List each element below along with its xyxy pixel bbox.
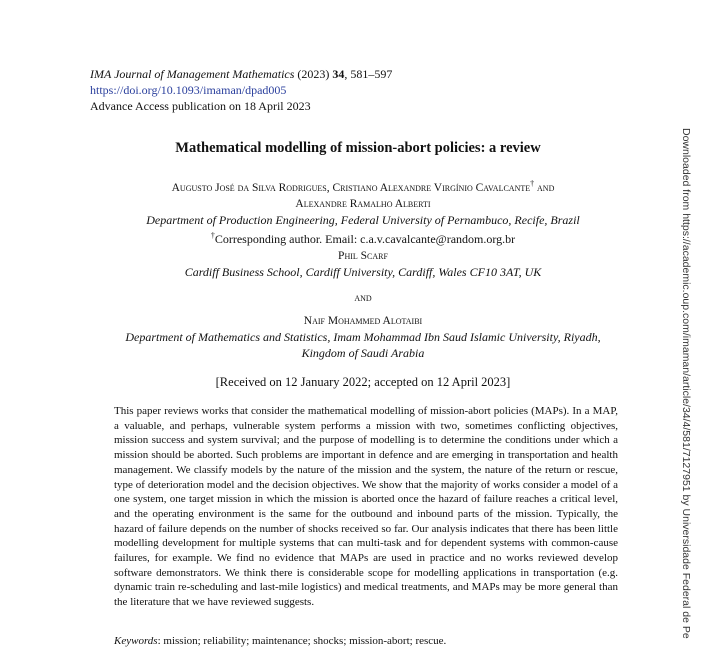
and-word: and bbox=[534, 182, 555, 194]
affiliation-3-line-2: Kingdom of Saudi Arabia bbox=[301, 346, 425, 360]
author-alotaibi: Naif Mohammed Alotaibi bbox=[303, 315, 423, 327]
doi-link[interactable]: https://doi.org/10.1093/imaman/dpad005 bbox=[90, 83, 287, 97]
paper-title: Mathematical modelling of mission-abort policies: a review bbox=[175, 140, 541, 156]
journal-volume: 34 bbox=[332, 67, 345, 81]
keywords bbox=[114, 634, 446, 648]
corresponding-text: Corresponding author. Email: c.a.v.cavalcante@random.org.br bbox=[214, 232, 516, 246]
received-dates: [Received on 12 January 2022; accepted on 12 April 2023] bbox=[215, 375, 511, 389]
journal-name: IMA Journal of Management Mathematics bbox=[90, 67, 295, 81]
abstract-text: This paper reviews works that consider the mathematical modelling of mission-abort policies (MAPs). In a MAP, a valuable, and perhaps, vulnerable system performs a mission with two, sometimes conflicting objectives, mission success and system survival; and the purpose of modelling is to determine the conditions under which a mission should be aborted. Such problems are important in defence and are emerging in transportation and health management. We classify models by the nature of the mission and the system, the nature of the return or rescue, type of deterioration model and the decision objectives. We show that the majority of works consider a model of a one system, one target mission in which the mission is aborted once the hazard of failure reaches a critical level, and the operating environment is the same for the outbound and inbound parts of the mission. Typically, the hazard of failure depends on the number of shocks received so far. Our analysis indicates that there has been little modelling development for multiple systems that can multi-task and for dependent systems with common-cause failures, for example. We find no evidence that MAPs are used in practice and no works reviewed develop software demonstrators. We think there is considerable scope for modelling applications in transportation (e.g. dynamic train re-scheduling and last-mile logistics) and medical treatments, and MAPs may be more general than the literature that we have reviewed suggests. bbox=[114, 405, 618, 609]
advance-access: Advance Access publication on 18 April 2023 bbox=[90, 99, 311, 113]
author-block-3 bbox=[70, 313, 656, 361]
citation-line bbox=[90, 66, 510, 82]
journal-pages: , 581–597 bbox=[344, 67, 393, 81]
affiliation-2: Cardiff Business School, Cardiff University, Cardiff, Wales CF10 3AT, UK bbox=[184, 265, 542, 279]
corresponding-author bbox=[70, 228, 656, 247]
author-block-1 bbox=[70, 176, 656, 247]
keywords-values: : mission; reliability; maintenance; shocks; mission-abort; rescue. bbox=[157, 635, 447, 647]
download-watermark: Downloaded from https://academic.oup.com/imaman/article/34/4/581/7127951 by Universidade Federal de Pe bbox=[680, 128, 692, 639]
abstract bbox=[114, 404, 618, 610]
dagger-mark: † bbox=[530, 179, 535, 188]
affiliation-3-line-1: Department of Mathematics and Statistics, Imam Mohammad Ibn Saud Islamic University, Riyadh, bbox=[125, 330, 601, 344]
journal-header bbox=[90, 66, 510, 114]
affiliation-1: Department of Production Engineering, Federal University of Pernambuco, Recife, Brazil bbox=[146, 213, 580, 227]
and-separator-text: and bbox=[354, 292, 372, 304]
authors-line-1: Augusto José da Silva Rodrigues, Cristiano Alexandre Virgínio Cavalcante bbox=[171, 182, 531, 194]
keywords-label: Keywords bbox=[114, 635, 158, 647]
author-block-2 bbox=[70, 248, 656, 280]
authors-line-2: Alexandre Ramalho Alberti bbox=[295, 198, 431, 210]
journal-year: (2023) bbox=[297, 67, 330, 81]
author-scarf: Phil Scarf bbox=[338, 250, 388, 262]
and-separator bbox=[70, 289, 656, 306]
corresponding-dagger: † bbox=[210, 231, 215, 240]
